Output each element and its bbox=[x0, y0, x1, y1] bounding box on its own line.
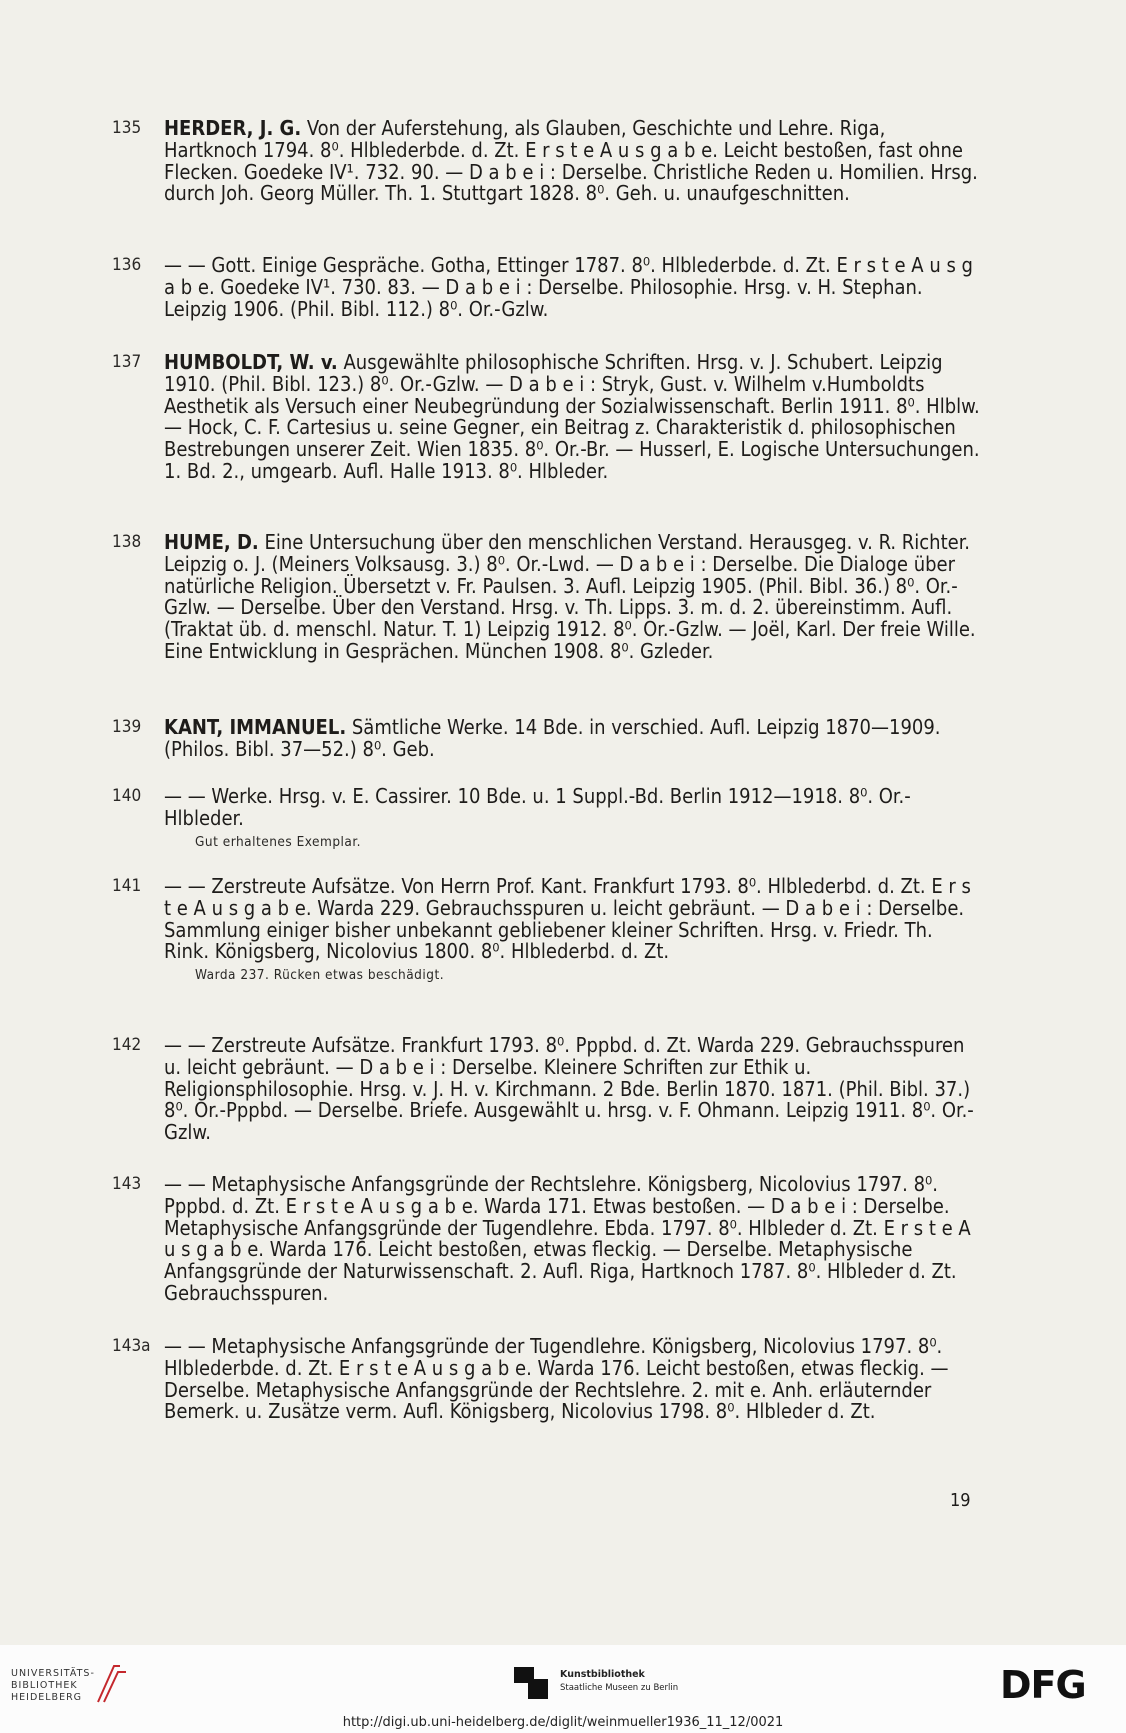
kunstbibliothek-logo-icon bbox=[512, 1665, 552, 1705]
catalog-entry bbox=[112, 1174, 982, 1305]
catalog-entry bbox=[112, 118, 982, 205]
entry-description: — — Gott. Einige Gespräche. Gotha, Ettinger 1787. 8⁰. Hlblederbde. d. Zt. E r s t e A u s g a b e. Goedeke IV¹. 730. 83. — D a b e i : Derselbe. Philosophie. Hrsg. v. H. Stephan. Leipzig 1906. (Phil. Bibl. 112.) 8⁰. Or.-Gzlw. bbox=[164, 253, 973, 321]
entry-number: 135 bbox=[112, 118, 142, 138]
dfg-logo: DFG bbox=[1000, 1663, 1086, 1707]
entry-text bbox=[164, 786, 982, 830]
entry-number: 140 bbox=[112, 786, 142, 806]
catalog-entry bbox=[112, 1035, 982, 1144]
entry-number: 142 bbox=[112, 1035, 142, 1055]
entry-author: KANT, IMMANUEL. bbox=[164, 715, 347, 739]
entry-author: HUMBOLDT, W. v. bbox=[164, 350, 338, 374]
entry-number: 139 bbox=[112, 717, 142, 737]
catalog-entry bbox=[112, 876, 982, 983]
entry-description: Ausgewählte philosophische Schriften. Hrsg. v. J. Schubert. Leipzig 1910. (Phil. Bibl. 123.) 8⁰. Or.-Gzlw. — D a b e i : Stryk, Gust. v. Wilhelm v.Humboldts Aesthetik als Versuch einer Neubegründung der Sozialwissenschaft. Berlin 1911. 8⁰. Hlblw. — Hock, C. F. Cartesius u. seine Gegner, ein Beitrag z. Charakteristik d. philosophischen Bestrebungen unserer Zeit. Wien 1835. 8⁰. Or.-Br. — Husserl, E. Logische Untersuchungen. 1. Bd. 2., umgearb. Aufl. Halle 1913. 8⁰. Hlbleder. bbox=[164, 350, 980, 483]
entry-text bbox=[164, 1174, 982, 1305]
entry-text bbox=[164, 352, 982, 483]
entry-description: — — Metaphysische Anfangsgründe der Tugendlehre. Königsberg, Nicolovius 1797. 8⁰. Hlblederbde. d. Zt. E r s t e A u s g a b e. Warda 176. Leicht bestoßen, etwas fleckig. — Derselbe. Metaphysische Anfangsgründe der Rechtslehre. 2. mit e. Anh. erläuternder Bemerk. u. Zusätze verm. Aufl. Königsberg, Nicolovius 1798. 8⁰. Hlbleder d. Zt. bbox=[164, 1334, 949, 1424]
entry-description: Von der Auferstehung, als Glauben, Geschichte und Lehre. Riga, Hartknoch 1794. 8⁰. Hlblederbde. d. Zt. E r s t e A u s g a b e. Leicht bestoßen, fast ohne Flecken. Goedeke IV¹. 732. 90. — D a b e i : Derselbe. Christliche Reden u. Homilien. Hrsg. durch Joh. Georg Müller. Th. 1. Stuttgart 1828. 8⁰. Geh. u. unaufgeschnitten. bbox=[164, 116, 978, 206]
entry-description: Eine Untersuchung über den menschlichen Verstand. Herausgeg. v. R. Richter. Leipzig o. J. (Meiners Volksausg. 3.) 8⁰. Or.-Lwd. — D a b e i : Derselbe. Die Dialoge über natürliche Religion. Übersetzt v. Fr. Paulsen. 3. Aufl. Leipzig 1905. (Phil. Bibl. 36.) 8⁰. Or.-Gzlw. — Derselbe. Über den Verstand. Hrsg. v. Th. Lipps. 3. m. d. 2. übereinstimm. Aufl. (Traktat üb. d. menschl. Natur. T. 1) Leipzig 1912. 8⁰. Or.-Gzlw. — Joël, Karl. Der freie Wille. Eine Entwicklung in Gesprächen. München 1908. 8⁰. Gzleder. bbox=[164, 530, 976, 663]
entry-text bbox=[164, 1336, 982, 1423]
university-logo-icon bbox=[90, 1662, 134, 1706]
entry-number: 138 bbox=[112, 532, 142, 552]
entry-text bbox=[164, 717, 982, 761]
source-url[interactable]: http://digi.ub.uni-heidelberg.de/diglit/weinmueller1936_11_12/0021 bbox=[342, 1715, 784, 1730]
kunstbibliothek-label: Kunstbibliothek Staatliche Museen zu Berlin bbox=[560, 1669, 679, 1693]
catalog-entry bbox=[112, 532, 982, 663]
entry-description: — — Metaphysische Anfangsgründe der Rechtslehre. Königsberg, Nicolovius 1797. 8⁰. Pppbd. d. Zt. E r s t e A u s g a b e. Warda 171. Etwas bestoßen. — D a b e i : Derselbe. Metaphysische Anfangsgründe der Tugendlehre. Ebda. 1797. 8⁰. Hlbleder d. Zt. E r s t e A u s g a b e. Warda 176. Leicht bestoßen, etwas fleckig. — Derselbe. Metaphysische Anfangsgründe der Naturwissenschaft. 2. Aufl. Riga, Hartknoch 1787. 8⁰. Hlbleder d. Zt. Gebrauchsspuren. bbox=[164, 1172, 971, 1305]
entry-note: Warda 237. Rücken etwas beschädigt. bbox=[195, 967, 445, 984]
university-library-name: UNIVERSITÄTS- BIBLIOTHEK HEIDELBERG bbox=[11, 1668, 95, 1703]
entry-description: — — Zerstreute Aufsätze. Von Herrn Prof. Kant. Frankfurt 1793. 8⁰. Hlblederbd. d. Zt. E r s t e A u s g a b e. Warda 229. Gebrauchsspuren u. leicht gebräunt. — D a b e i : Derselbe. Sammlung einiger bisher unbekannt gebliebener kleiner Schriften. Hrsg. v. Friedr. Th. Rink. Königsberg, Nicolovius 1800. 8⁰. Hlblederbd. d. Zt. bbox=[164, 874, 971, 964]
entry-description: — — Zerstreute Aufsätze. Frankfurt 1793. 8⁰. Pppbd. d. Zt. Warda 229. Gebrauchsspuren u. leicht gebräunt. — D a b e i : Derselbe. Kleinere Schriften zur Ethik u. Religionsphilosophie. Hrsg. v. J. H. v. Kirchmann. 2 Bde. Berlin 1870. 1871. (Phil. Bibl. 37.) 8⁰. Or.-Pppbd. — Derselbe. Briefe. Ausgewählt u. hrsg. v. F. Ohmann. Leipzig 1911. 8⁰. Or.-Gzlw. bbox=[164, 1033, 974, 1145]
entry-author: HUME, D. bbox=[164, 530, 259, 554]
entry-text bbox=[164, 532, 982, 663]
catalog-entry bbox=[112, 352, 982, 483]
entry-description: Sämtliche Werke. 14 Bde. in verschied. Aufl. Leipzig 1870—1909. (Philos. Bibl. 37—52.) 8⁰. Geb. bbox=[164, 715, 941, 761]
entry-number: 143a bbox=[112, 1336, 151, 1356]
catalog-entry bbox=[112, 255, 982, 320]
entry-author: HERDER, J. G. bbox=[164, 116, 302, 140]
entry-text bbox=[164, 1035, 982, 1144]
entry-number: 136 bbox=[112, 255, 142, 275]
entry-text bbox=[164, 876, 982, 963]
entry-text bbox=[164, 255, 982, 320]
entry-text bbox=[164, 118, 982, 205]
entry-number: 143 bbox=[112, 1174, 142, 1194]
entry-note: Gut erhaltenes Exemplar. bbox=[195, 833, 361, 850]
entry-number: 141 bbox=[112, 876, 142, 896]
page-number: 19 bbox=[950, 1490, 971, 1511]
entry-description: — — Werke. Hrsg. v. E. Cassirer. 10 Bde. u. 1 Suppl.-Bd. Berlin 1912—1918. 8⁰. Or.-Hlbleder. bbox=[164, 784, 911, 830]
entry-number: 137 bbox=[112, 352, 142, 372]
catalog-entry bbox=[112, 717, 982, 761]
catalog-entry bbox=[112, 1336, 982, 1423]
catalog-entry bbox=[112, 786, 982, 850]
